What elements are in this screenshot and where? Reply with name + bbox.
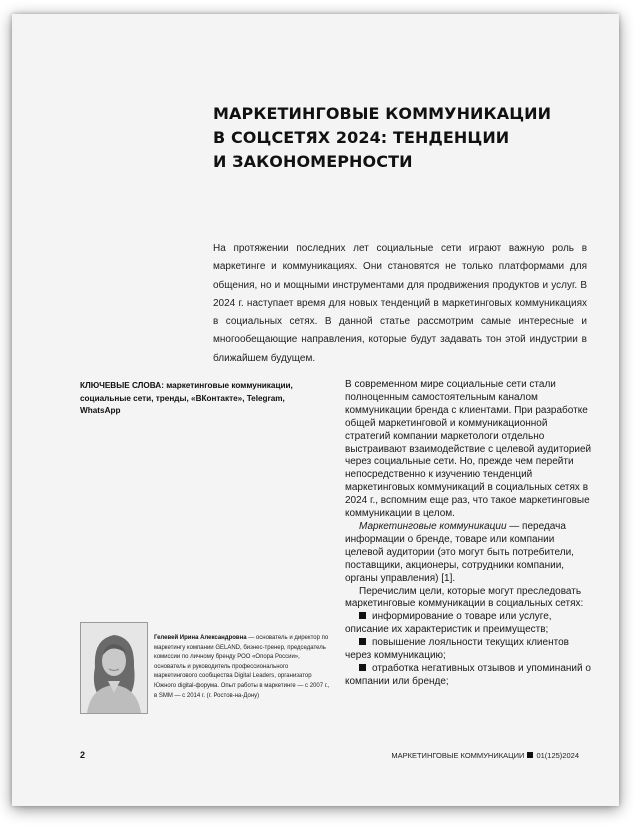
running-footer — [391, 751, 579, 760]
journal-name: МАРКЕТИНГОВЫЕ КОММУНИКАЦИИ — [391, 751, 525, 760]
article-lead — [213, 240, 587, 368]
term-definition: Маркетинговые коммуникации — [359, 520, 507, 532]
bullet-item-3 — [345, 663, 593, 689]
body-paragraph-3: Перечислим цели, которые могут преследовать маркетинговые коммуникации в социальных сетях: — [345, 585, 584, 610]
bullet-item-2 — [345, 637, 593, 663]
keywords: КЛЮЧЕВЫЕ СЛОВА: маркетинговые коммуникации, социальные сети, тренды, «ВКонтакте», Telegram, WhatsApp — [80, 381, 293, 415]
bullet-text: информирование о товаре или услуге, описание их характеристик и преимуществ; — [345, 611, 552, 636]
bullet-text: отработка негативных отзывов и упоминаний о компании или бренде; — [345, 662, 591, 687]
lead-paragraph: На протяжении последних лет социальные сети играют важную роль в маркетинге и коммуникациях. Они становятся не только платформами для общения, но и мощными инструментами для продвижения продуктов и услуг. В 2024 г. наступает время для новых тенденций в маркетинговых коммуникациях в социальных сетях. В данной статье рассмотрим самые интересные и многообещающие направления, которые будут задавать тон этой индустрии в ближайшем будущем. — [213, 243, 587, 364]
definition-text: — передача информации о бренде, товаре или компании целевой аудитории (это могут быть потребители, поставщики, акционеры, сотрудники компании, органы управления) [1]. — [345, 520, 574, 584]
square-separator-icon — [527, 752, 533, 758]
magazine-page — [12, 14, 619, 806]
bullet-square-icon — [359, 664, 366, 671]
title-line-2: В СОЦСЕТЯХ 2024: ТЕНДЕНЦИИ — [213, 128, 510, 147]
bullet-square-icon — [359, 612, 366, 619]
author-name: Гелевей Ирина Александровна — [154, 635, 247, 641]
body-paragraph-1: В современном мире социальные сети стали полноценным самостоятельным каналом коммуникации бренда с клиентами. При разработке общей маркетинговой и коммуникационной стратегий компании маркетологи отдельно выстраивают взаимодействие с целевой аудиторией через социальные сети. Но, прежде чем перейти непосредственно к изучению тенденций маркетинговых коммуникаций в социальных сетях в 2024 г., вспомним еще раз, что такое маркетинговые коммуникации в целом. — [345, 379, 592, 520]
bullet-square-icon — [359, 638, 366, 645]
title-line-3: И ЗАКОНОМЕРНОСТИ — [213, 152, 413, 171]
issue-number: 01(125)2024 — [536, 751, 579, 760]
bullet-item-1 — [345, 611, 593, 637]
bullet-text: повышение лояльности текущих клиентов через коммуникацию; — [345, 637, 569, 662]
author-bio: — основатель и директор по маркетингу компании GELAND, бизнес-тренер, председатель комиссии по личному бренду РОО «Опора России», основатель и руководитель профессионального маркетингового сообщества Digital Leaders, организатор Южного digital-форума. Опыт работы в маркетинге — с 2007 г., в SMM — с 2014 г. (г. Ростов-на-Дону) — [154, 635, 330, 699]
author-photo — [80, 622, 148, 714]
author-portrait-icon — [81, 623, 147, 713]
article-title — [213, 102, 552, 174]
author-info — [154, 634, 332, 701]
body-paragraph-2 — [345, 521, 593, 586]
title-line-1: МАРКЕТИНГОВЫЕ КОММУНИКАЦИИ — [213, 104, 552, 123]
page-number: 2 — [80, 750, 86, 760]
article-body — [345, 379, 593, 689]
